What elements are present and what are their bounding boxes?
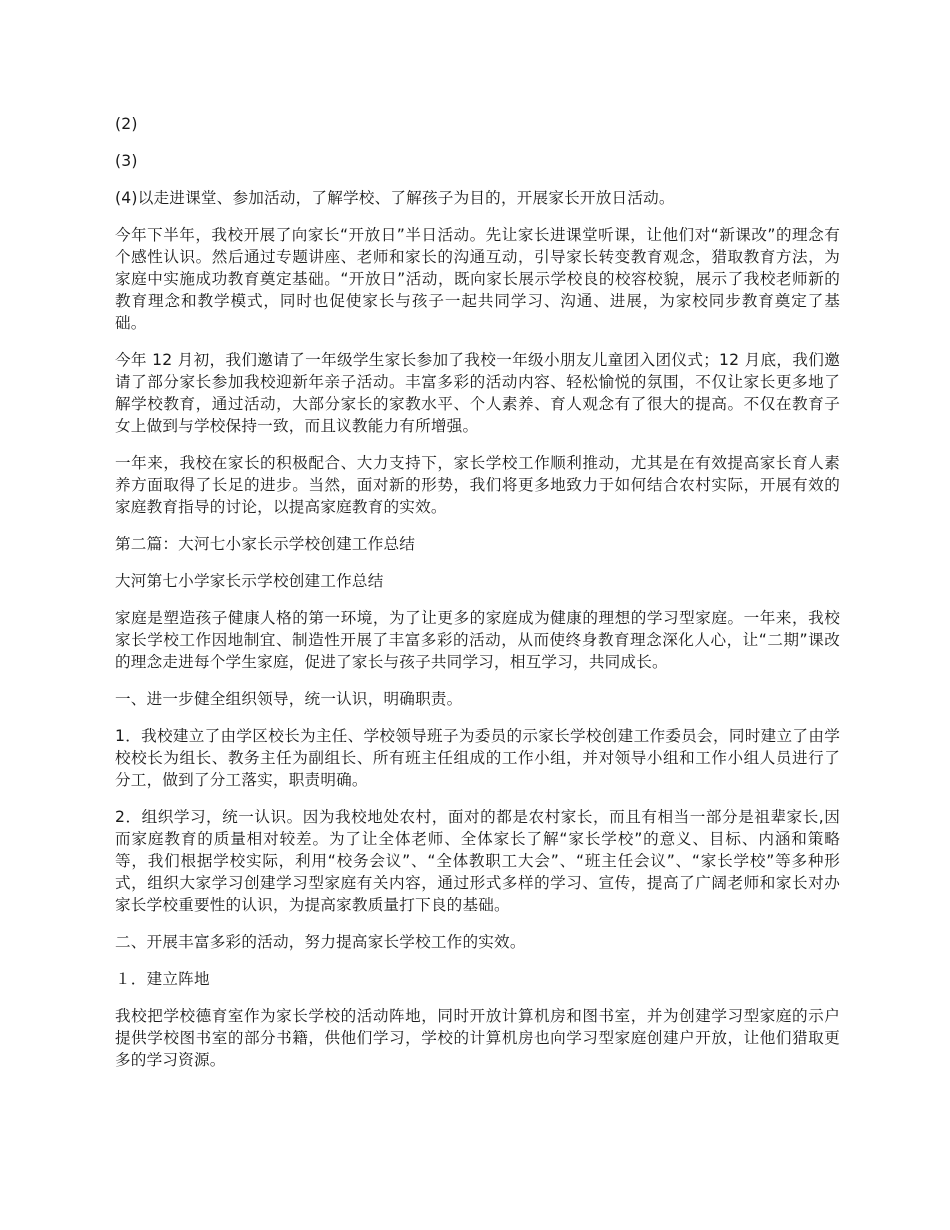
paragraph-year-summary: 一年来，我校在家长的积极配合、大力支持下，家长学校工作顺利推动，尤其是在有效提高家长育人素养方面取得了长足的进步。当然，面对新的形势，我们将更多地致力于如何结合农村实际，开展有效的家庭教育指导的讨论，以提高家庭教育的实效。 — [115, 454, 840, 516]
paragraph-point-2: 2．组织学习，统一认识。因为我校地处农村，面对的都是农村家长，而且有相当一部分是祖辈家长,因而家庭教育的质量相对较差。为了让全体老师、全体家长了解“家长学校”的意义、目标、内涵和策略等，我们根据学校实际，利用“校务会议”、“全体教职工大会”、“班主任会议”、“家长学校”等多种形式，组织大家学习创建学习型家庭有关内容，通过形式多样的学习、宣传，提高了广阔老师和家长对办家长学校重要性的认识，为提高家教质量打下良的基础。 — [115, 808, 840, 914]
section-heading-part-two: 第二篇：大河七小家长示学校创建工作总结 — [115, 535, 416, 553]
section-heading-one: 一、进一步健全组织领导，统一认识，明确职责。 — [115, 690, 463, 708]
paragraph-item-2: (2) — [115, 115, 138, 133]
paragraph-intro: 家庭是塑造孩子健康人格的第一环境，为了让更多的家庭成为健康的理想的学习型家庭。一年来，我校家长学校工作因地制宜、制造性开展了丰富多彩的活动，从而使终身教育理念深化人心，让“二期”课改的理念走进每个学生家庭，促进了家长与孩子共同学习，相互学习，共同成长。 — [115, 609, 840, 671]
paragraph-item-3: (3) — [115, 152, 138, 170]
paragraph-open-day: 今年下半年，我校开展了向家长“开放日”半日活动。先让家长进课堂听课，让他们对“新课改”的理念有个感性认识。然后通过专题讲座、老师和家长的沟通互动，引导家长转变教育观念，猎取教育方法，为家庭中实施成功教育奠定基础。“开放日”活动，既向家长展示学校良的校容校貌，展示了我校老师新的教育理念和教学模式，同时也促使家长与孩子一起共同学习、沟通、进展，为家校同步教育奠定了基础。 — [115, 226, 840, 332]
paragraph-item-4: (4)以走进课堂、参加活动，了解学校、了解孩子为目的，开展家长开放日活动。 — [115, 189, 675, 207]
paragraph-december: 今年 12 月初，我们邀请了一年级学生家长参加了我校一年级小朋友儿童团入团仪式；12 月底，我们邀请了部分家长参加我校迎新年亲子活动。丰富多彩的活动内容、轻松愉悦的氛围，不仅让家长更多地了解学校教育，通过活动，大部分家长的家教水平、个人素养、育人观念有了很大的提高。不仅在教育子女上做到与学校保持一致，而且议教能力有所增强。 — [115, 351, 840, 435]
subheading-build-base: １．建立阵地 — [115, 970, 210, 988]
section-heading-two: 二、开展丰富多彩的活动，努力提高家长学校工作的实效。 — [115, 933, 526, 951]
paragraph-base: 我校把学校德育室作为家长学校的活动阵地，同时开放计算机房和图书室，并为创建学习型家庭的示户提供学校图书室的部分书籍，供他们学习，学校的计算机房也向学习型家庭创建户开放，让他们猎取更多的学习资源。 — [115, 1007, 840, 1069]
document-subtitle: 大河第七小学家长示学校创建工作总结 — [115, 572, 384, 590]
paragraph-point-1: 1．我校建立了由学区校长为主任、学校领导班子为委员的示家长学校创建工作委员会，同时建立了由学校校长为组长、教务主任为副组长、所有班主任组成的工作小组，并对领导小组和工作小组人员进行了分工，做到了分工落实，职责明确。 — [115, 727, 840, 789]
